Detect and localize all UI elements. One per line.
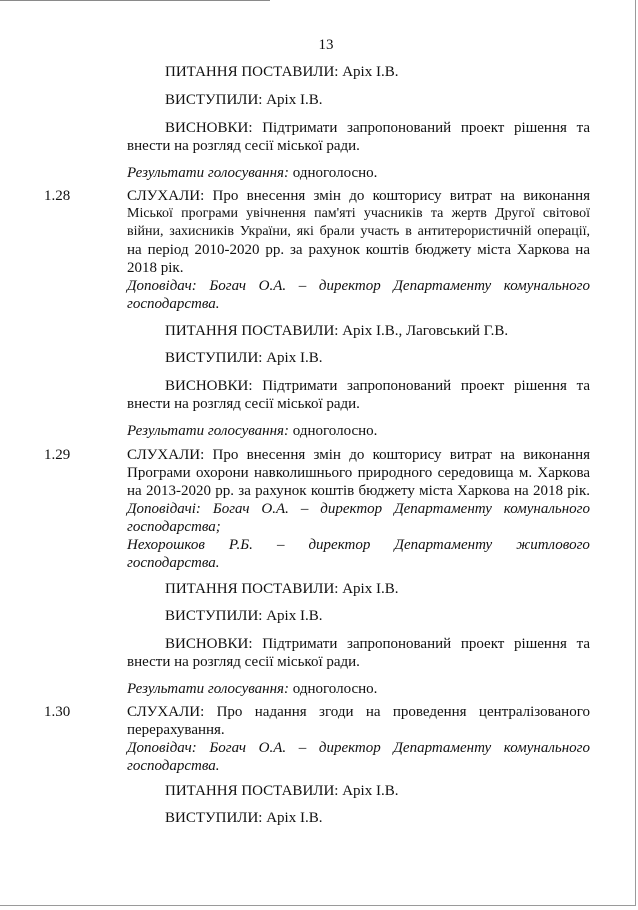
top-border-line xyxy=(0,0,270,1)
speakers-line-2: господарства; xyxy=(127,519,221,535)
heard-line-2: перерахування. xyxy=(127,722,225,738)
vote-value: одноголосно. xyxy=(289,681,378,697)
vote-value: одноголосно. xyxy=(289,423,378,439)
speaker-line-2: господарства. xyxy=(127,296,220,312)
heard-line-2: Міської програми увічнення пам'яті учасників та жертв Другої світової xyxy=(127,206,590,221)
speakers-line: ВИСТУПИЛИ: Аріх І.В. xyxy=(165,350,323,366)
item-number: 1.28 xyxy=(44,188,71,204)
speaker-line-2: господарства. xyxy=(127,758,220,774)
vote-result xyxy=(127,164,377,182)
heard-line-5: 2018 рік. xyxy=(127,260,184,276)
raised-questions: ПИТАННЯ ПОСТАВИЛИ: Аріх І.В. xyxy=(165,783,399,799)
heard-line-1: СЛУХАЛИ: Про внесення змін до кошторису витрат на виконання xyxy=(127,188,590,204)
speaker-department: Департаменту xyxy=(394,537,493,553)
vote-value: одноголосно. xyxy=(289,165,378,181)
vote-label: Результати голосування: xyxy=(127,165,290,181)
speakers-line-4: господарства. xyxy=(127,555,220,571)
speaker-role: директор xyxy=(308,537,371,553)
speaker-line-1: Доповідач: Богач О.А. – директор Департаменту комунального xyxy=(127,278,590,294)
speaker-line-1: Доповідач: Богач О.А. – директор Департаменту комунального xyxy=(127,740,590,756)
raised-questions: ПИТАННЯ ПОСТАВИЛИ: Аріх І.В., Лаговський Г.В. xyxy=(165,323,509,339)
vote-result xyxy=(127,680,377,698)
heard-line-1: СЛУХАЛИ: Про внесення змін до кошторису витрат на виконання xyxy=(127,447,590,463)
conclusion-line-2: внести на розгляд сесії міської ради. xyxy=(127,396,360,412)
conclusion-line-1: ВИСНОВКИ: Підтримати запропонований проект рішення та xyxy=(165,120,590,136)
speakers-line-3 xyxy=(127,536,590,554)
speakers-line: ВИСТУПИЛИ: Аріх І.В. xyxy=(165,810,323,826)
conclusion-line-1: ВИСНОВКИ: Підтримати запропонований проект рішення та xyxy=(165,378,590,394)
speaker-initials: Р.Б. xyxy=(228,537,253,553)
item-number: 1.29 xyxy=(44,447,71,463)
speakers-line: ВИСТУПИЛИ: Аріх І.В. xyxy=(165,92,323,108)
heard-line-1: СЛУХАЛИ: Про надання згоди на проведення централізованого xyxy=(127,704,590,720)
speaker-dash: – xyxy=(276,537,285,553)
heard-line-4: на період 2010-2020 рр. за рахунок коштів бюджету міста Харкова на xyxy=(127,242,590,258)
vote-label: Результати голосування: xyxy=(127,681,290,697)
speakers-line-1: Доповідачі: Богач О.А. – директор Департаменту комунального xyxy=(127,501,590,517)
speaker-department-type: житлового xyxy=(516,537,590,553)
speakers-line: ВИСТУПИЛИ: Аріх І.В. xyxy=(165,608,323,624)
page-number: 13 xyxy=(318,37,334,53)
vote-result xyxy=(127,422,377,440)
conclusion-line-1: ВИСНОВКИ: Підтримати запропонований проект рішення та xyxy=(165,636,590,652)
speaker-surname: Нехорошков xyxy=(127,537,205,553)
conclusion-line-2: внести на розгляд сесії міської ради. xyxy=(127,654,360,670)
raised-questions: ПИТАННЯ ПОСТАВИЛИ: Аріх І.В. xyxy=(165,64,399,80)
vote-label: Результати голосування: xyxy=(127,423,290,439)
raised-questions: ПИТАННЯ ПОСТАВИЛИ: Аріх І.В. xyxy=(165,581,399,597)
heard-line-2: Програми охорони навколишнього природного середовища м. Харкова xyxy=(127,465,590,481)
heard-line-3: війни, захисників України, які брали участь в антитерористичній операції, xyxy=(127,224,590,239)
heard-line-3: на 2013-2020 рр. за рахунок коштів бюджету міста Харкова на 2018 рік. xyxy=(127,483,590,499)
item-number: 1.30 xyxy=(44,704,71,720)
conclusion-line-2: внести на розгляд сесії міської ради. xyxy=(127,138,360,154)
